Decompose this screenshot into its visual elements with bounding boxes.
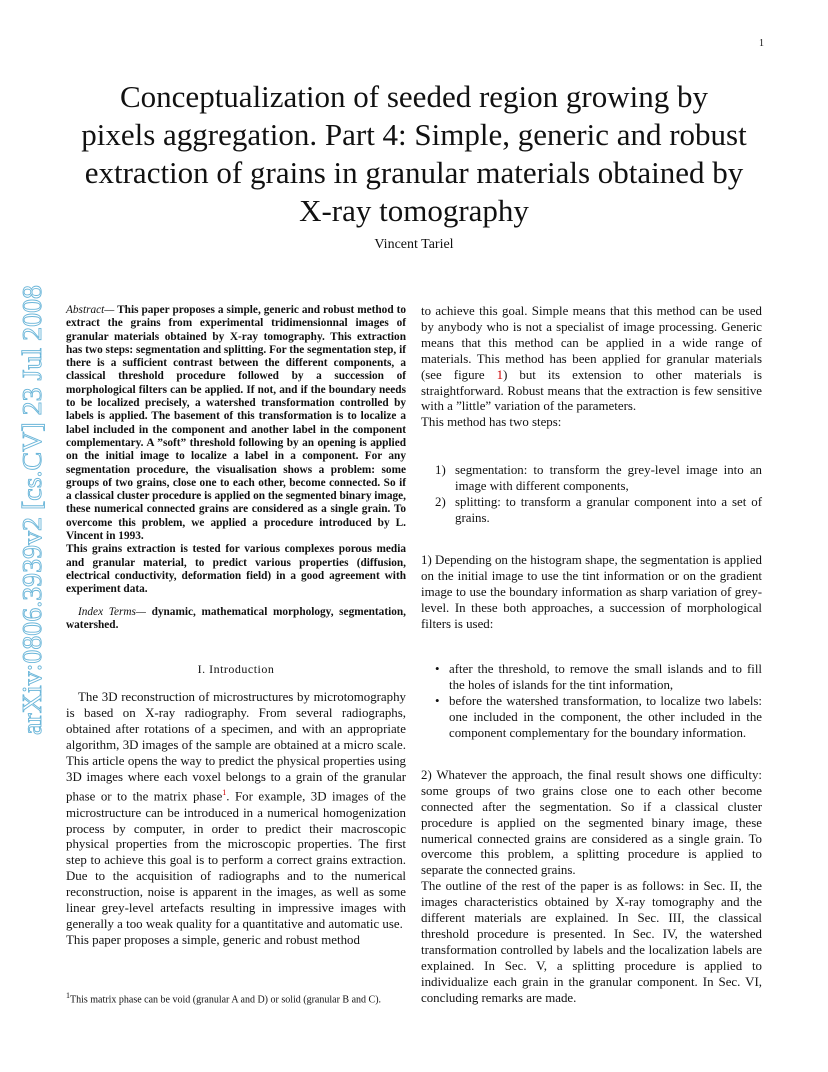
right-paragraph-4: 2) Whatever the approach, the final result shows one difficulty: some groups of two grains close one to each other become connected after the segmentation. So if a classical cluster procedure is applied on the segmented binary image, these numerical connected grains are considered as a single grain. To overcome this problem, a splitting procedure is applied to separate the connected grains. (421, 767, 762, 878)
left-column (66, 304, 406, 949)
right-paragraph-3: 1) Depending on the histogram shape, the segmentation is applied on the initial image to use the tint information or on the gradient image to use the boundary information as sharp variation of grey-level. In these both approaches, a succession of morphological filters is used: (421, 552, 762, 631)
index-terms-label: Index Terms (78, 605, 136, 618)
section-heading: I. Introduction (197, 662, 275, 677)
footnote-text: This matrix phase can be void (granular A and D) or solid (granular B and C). (70, 994, 382, 1006)
step-text: splitting: to transform a granular component into a set of grains. (455, 495, 762, 525)
step-number: 1) (435, 463, 446, 478)
index-terms: Index Terms— dynamic, mathematical morphology, segmentation, watershed. (66, 605, 406, 631)
footnote (66, 990, 406, 1006)
list-item (435, 495, 762, 527)
step-text: segmentation: to transform the grey-level image into an image with different components, (455, 463, 762, 494)
index-terms-text: dynamic, mathematical morphology, segmentation, watershed. (66, 605, 406, 631)
right-text-b: ) but its extension to other materials is straightforward. Robust means that the extraction is few sensitive with a ”little” variation of the parameters. (421, 367, 762, 414)
intro-text-b: . For example, 3D images of the microstructure can be introduced in a numerical homogenization process by computer, in order to predict their macroscopic physical properties from the microscopic properties. The first step to achieve this goal is to perform a correct grains extraction. Due to the acquisition of radiographs and to the numerical reconstruction, noise is apparent in the images, as well as some linear grey-level artefacts resulting in impressive images with generally a too weak quality for a quantitative and automatic use. (66, 789, 406, 932)
footnote-ref[interactable]: 1 (222, 788, 227, 798)
list-item (435, 463, 762, 495)
abstract-label: Abstract (66, 304, 105, 316)
intro-paragraph-2: This paper proposes a simple, generic and robust method (66, 932, 360, 947)
intro-text-a: The 3D reconstruction of microstructures by microtomography is based on X-ray radiography. From several radiographs, obtained after rotations of a specimen, and with an appropriate algorithm, 3D images of the sample are obtained at a micro scale. This article opens the way to predict the physical properties using 3D images where each voxel belongs to a grain of the granular phase or to the matrix phase (66, 690, 406, 804)
right-paragraph-1 (421, 304, 762, 415)
footnote-mark: 1 (66, 991, 70, 1000)
figure-ref[interactable]: 1 (496, 367, 504, 382)
bullet-icon: • (435, 662, 440, 677)
right-paragraph-5: The outline of the rest of the paper is as follows: in Sec. II, the images characteristics obtained by X-ray tomography and the different materials are explained. In Sec. III, the classical threshold procedure is presented. In Sec. IV, the watershed transformation controlled by labels and the localization labels are explained. In Sec. V, a splitting procedure is applied to individualize each grain in the granular component. In Sec. VI, concluding remarks are made. (421, 879, 762, 1005)
arxiv-stamp-text: arXiv:0806.3939v2 [cs.CV] 23 Jul 2008 (17, 300, 47, 735)
list-item (435, 662, 762, 694)
abstract: Abstract— This paper proposes a simple, generic and robust method to extract the grains from experimental tridimensionnal images of granular materials obtained by X-ray tomography. This extraction has two steps: segmentation and splitting. For the segmentation step, if there is a sufficient contrast between the different components, a classical threshold procedure followed by a succession of morphological filters can be applied. If not, and if the boundary needs to be localized precisely, a watershed transformation controlled by labels is applied. The basement of this transformation is to localize a label included in the component and another label in the component complementary. A ”soft” threshold following by an opening is applied on the initial image to localize a label in a component. For any segmentation procedure, the visualisation shows a problem: some groups of two grains, close one to each other, become connected. So if a classical cluster procedure is applied on the segmented binary image, these numerical connected grains are considered as a single grain. To overcome this problem, we applied a procedure introduced by L. Vincent in 1993. This grains extraction is tested for various complexes porous media and granular material, to predict various properties (diffusion, electrical conductivity, deformation field) in a good agreement with experiment data. Index Terms— dynamic, mathematical morphology, segmentation, watershed. (66, 304, 406, 631)
abstract-text-2: This grains extraction is tested for various complexes porous media and granular material, to predict various properties (diffusion, electrical conductivity, deformation field) in a good agreement with experiment data. (66, 543, 406, 596)
step-number: 2) (435, 495, 446, 510)
abstract-text: This paper proposes a simple, generic and robust method to extract the grains from experimental tridimensionnal images of granular materials obtained by X-ray tomography. This extraction has two steps: segmentation and splitting. For the segmentation step, if there is a sufficient contrast between the different components, a classical threshold procedure followed by a succession of morphological filters can be applied. If not, and if the boundary needs to be localized precisely, a watershed transformation controlled by labels is applied. The basement of this transformation is to localize a label included in the component and another label in the component complementary. A ”soft” threshold following by an opening is applied on the initial image to localize a label in a component. For any segmentation procedure, the visualisation shows a problem: some groups of two grains, close one to each other, become connected. So if a classical cluster procedure is applied on the segmented binary image, these numerical connected grains are considered as a single grain. To overcome this problem, we applied a procedure introduced by L. Vincent in 1993. (66, 304, 406, 543)
right-column (421, 304, 762, 1007)
bullet-text: after the threshold, to remove the small islands and to fill the holes of islands for the tint information, (449, 662, 762, 693)
right-text-a: to achieve this goal. Simple means that this method can be used by anybody who is not a specialist of image processing. Generic means that this method can be applied in a wide range of materials. This method has been applied for granular materials (see figure (421, 304, 762, 382)
paper-author: Vincent Tariel (374, 237, 454, 252)
steps-list (435, 463, 762, 527)
bullet-text: before the watershed transformation, to localize two labels: one included in the component, the other included in the component complementary for the boundary information. (449, 694, 762, 741)
arxiv-stamp (9, 280, 53, 740)
right-paragraph-2: This method has two steps: (421, 415, 562, 430)
list-item (435, 694, 762, 742)
bullet-icon: • (435, 694, 440, 709)
paper-title: Conceptualization of seeded region growing by pixels aggregation. Part 4: Simple, generic and robust extraction of grains in granular materials obtained by X-ray tomography (81, 79, 747, 228)
bullet-list (435, 662, 762, 742)
intro-paragraph-1 (66, 690, 406, 933)
page-number: 1 (759, 38, 764, 49)
